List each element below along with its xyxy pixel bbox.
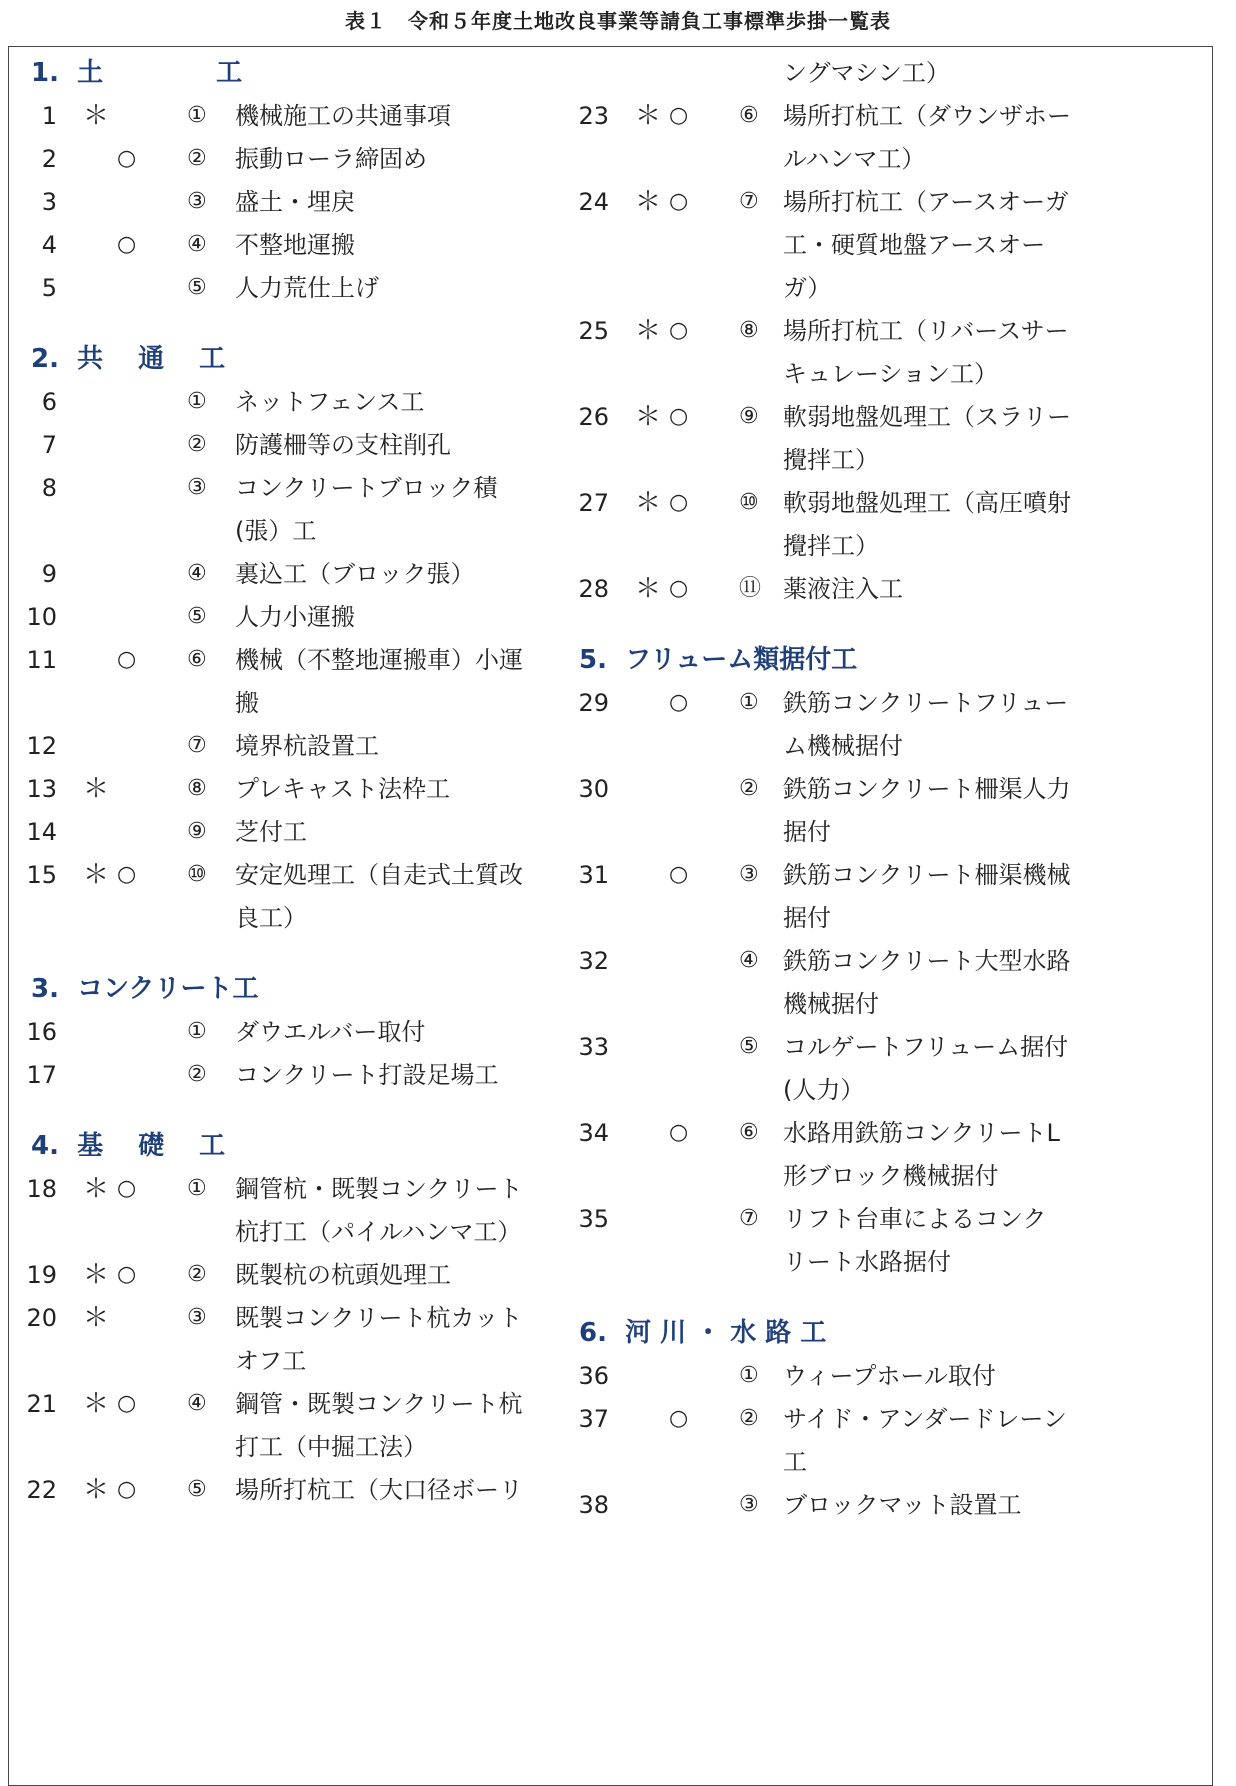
item-name: 薬液注入工: [783, 575, 903, 603]
item-number: 7: [41, 431, 57, 459]
section-heading: 6. 河 川 ・ 水 路 工: [579, 1318, 827, 1348]
item-name: 盛土・埋戻: [235, 188, 355, 216]
circle-mark: ○: [117, 1477, 137, 1502]
item-name: 搬: [235, 689, 259, 717]
item-name: 鋼管・既製コンクリート杭: [235, 1390, 523, 1418]
asterisk-mark: ＊: [635, 316, 662, 346]
sub-number: ⑥: [739, 103, 759, 128]
asterisk-mark: ＊: [83, 860, 110, 890]
item-name: 鉄筋コンクリート柵渠人力: [783, 775, 1071, 803]
item-number: 25: [578, 317, 609, 345]
item-name: 防護柵等の支柱削孔: [235, 431, 451, 459]
sub-number: ①: [187, 1019, 207, 1044]
item-name: ブロックマット設置工: [783, 1491, 1022, 1519]
item-number: 21: [26, 1390, 57, 1418]
asterisk-mark: ＊: [635, 402, 662, 432]
item-name: コンクリートブロック積: [235, 474, 498, 502]
item-name: 機械据付: [783, 990, 879, 1018]
item-name: 不整地運搬: [235, 231, 355, 259]
item-number: 30: [578, 775, 609, 803]
item-number: 26: [578, 403, 609, 431]
item-number: 8: [41, 474, 57, 502]
item-name: 攪拌工）: [783, 532, 879, 560]
sub-number: ②: [187, 432, 207, 457]
section-heading: 4. 基 礎 工: [31, 1131, 226, 1161]
section-heading: 2. 共 通 工: [31, 344, 226, 374]
circle-mark: ○: [669, 862, 689, 887]
item-name: 場所打杭工（リバースサー: [783, 317, 1069, 345]
circle-mark: ○: [117, 1391, 137, 1416]
asterisk-mark: ＊: [635, 187, 662, 217]
item-name: 場所打杭工（ダウンザホー: [783, 102, 1071, 130]
item-name: ルハンマ工）: [783, 145, 926, 173]
asterisk-mark: ＊: [83, 1475, 110, 1505]
sub-number: ④: [187, 561, 207, 586]
item-name: キュレーション工）: [783, 360, 999, 388]
item-name: 場所打杭工（アースオーガ: [783, 188, 1069, 216]
item-name: 安定処理工（自走式土質改: [235, 861, 523, 889]
sub-number: ⑤: [739, 1034, 759, 1059]
sub-number: ④: [187, 1391, 207, 1416]
sub-number: ⑧: [187, 776, 207, 801]
item-number: 22: [26, 1476, 57, 1504]
sub-number: ②: [739, 1406, 759, 1431]
sub-number: ③: [187, 1305, 207, 1330]
item-number: 12: [26, 732, 57, 760]
asterisk-mark: ＊: [83, 101, 110, 131]
circle-mark: ○: [117, 146, 137, 171]
asterisk-mark: ＊: [83, 1389, 110, 1419]
item-name: 軟弱地盤処理工（スラリー: [783, 403, 1071, 431]
item-name: プレキャスト法枠工: [235, 775, 451, 803]
item-name: 打工（中掘工法）: [235, 1433, 427, 1461]
section-heading: 1. 土 工: [31, 58, 243, 88]
item-number: 19: [26, 1261, 57, 1289]
sub-number: ⑩: [739, 490, 759, 515]
sub-number: ①: [187, 1176, 207, 1201]
circle-mark: ○: [117, 1176, 137, 1201]
asterisk-mark: ＊: [635, 488, 662, 518]
sub-number: ④: [739, 948, 759, 973]
item-name: 鉄筋コンクリート大型水路: [783, 947, 1071, 975]
sub-number: ⑦: [739, 189, 759, 214]
sub-number: ①: [739, 1363, 759, 1388]
table-title: 表１ 令和５年度土地改良事業等請負工事標準歩掛一覧表: [345, 9, 891, 33]
item-name: 人力荒仕上げ: [235, 274, 379, 302]
item-name: 水路用鉄筋コンクリートL: [783, 1119, 1060, 1147]
item-number: 2: [41, 145, 57, 173]
item-name: コンクリート打設足場工: [235, 1061, 499, 1089]
asterisk-mark: ＊: [83, 1174, 110, 1204]
item-name: ダウエルバー取付: [235, 1018, 426, 1046]
item-name: 機械（不整地運搬車）小運: [235, 646, 523, 674]
item-name: 裏込工（ブロック張）: [235, 560, 475, 588]
item-name: (人力）: [783, 1076, 865, 1104]
sub-number: ④: [187, 232, 207, 257]
asterisk-mark: ＊: [83, 774, 110, 804]
item-name: オフ工: [235, 1347, 307, 1375]
item-number: 24: [578, 188, 609, 216]
asterisk-mark: ＊: [83, 1303, 110, 1333]
asterisk-mark: ＊: [635, 574, 662, 604]
item-number: 35: [578, 1205, 609, 1233]
item-name: リフト台車によるコンク: [783, 1205, 1047, 1233]
section-heading: 3. コンクリート工: [31, 974, 259, 1004]
circle-mark: ○: [669, 1406, 689, 1431]
sub-number: ⑨: [739, 404, 759, 429]
sub-number: ⑧: [739, 318, 759, 343]
item-number: 11: [26, 646, 57, 674]
item-number: 10: [26, 603, 57, 631]
item-name: 既製杭の杭頭処理工: [235, 1261, 451, 1289]
item-name: 振動ローラ締固め: [235, 145, 427, 173]
item-name: ム機械据付: [783, 732, 903, 760]
circle-mark: ○: [669, 576, 689, 601]
item-name: 攪拌工）: [783, 446, 879, 474]
circle-mark: ○: [669, 103, 689, 128]
circle-mark: ○: [117, 232, 137, 257]
sub-number: ③: [739, 862, 759, 887]
item-number: 29: [578, 689, 609, 717]
sub-number: ③: [187, 189, 207, 214]
item-name: 据付: [783, 818, 831, 846]
sub-number: ⑪: [739, 576, 762, 601]
item-name: 据付: [783, 904, 831, 932]
asterisk-mark: ＊: [635, 101, 662, 131]
section-heading: 5. フリューム類据付工: [579, 645, 858, 675]
sub-number: ⑩: [187, 862, 207, 887]
item-number: 3: [41, 188, 57, 216]
sub-number: ⑦: [739, 1206, 759, 1231]
item-number: 15: [26, 861, 57, 889]
item-number: 17: [26, 1061, 57, 1089]
item-number: 6: [41, 388, 57, 416]
item-name: 形ブロック機械据付: [783, 1162, 999, 1190]
table-frame: [8, 46, 1213, 1786]
sub-number: ①: [187, 103, 207, 128]
sub-number: ③: [187, 475, 207, 500]
item-number: 28: [578, 575, 609, 603]
item-number: 1: [41, 102, 57, 130]
item-name: 機械施工の共通事項: [235, 102, 451, 130]
item-number: 33: [578, 1033, 609, 1061]
item-name: 鉄筋コンクリートフリュー: [783, 689, 1069, 717]
item-name: 芝付工: [235, 818, 307, 846]
item-name: 工: [783, 1448, 807, 1476]
sub-number: ②: [187, 1062, 207, 1087]
item-name: 軟弱地盤処理工（高圧噴射: [783, 489, 1071, 517]
item-number: 23: [578, 102, 609, 130]
item-name: ネットフェンス工: [235, 388, 425, 416]
item-name: ガ）: [783, 274, 832, 302]
circle-mark: ○: [669, 189, 689, 214]
item-number: 31: [578, 861, 609, 889]
sub-number: ②: [187, 146, 207, 171]
item-number: 27: [578, 489, 609, 517]
circle-mark: ○: [669, 318, 689, 343]
circle-mark: ○: [117, 862, 137, 887]
circle-mark: ○: [669, 1120, 689, 1145]
asterisk-mark: ＊: [83, 1260, 110, 1290]
item-name: コルゲートフリューム据付: [783, 1033, 1069, 1061]
item-name: 杭打工（パイルハンマ工）: [235, 1218, 522, 1246]
item-name: 良工）: [235, 904, 307, 932]
item-name: 場所打杭工（大口径ボーリ: [235, 1476, 523, 1504]
item-number: 5: [41, 274, 57, 302]
item-name: 鋼管杭・既製コンクリート: [235, 1175, 523, 1203]
item-name: (張）工: [235, 517, 317, 545]
circle-mark: ○: [669, 404, 689, 429]
item-name: リート水路据付: [783, 1248, 951, 1276]
item-number: 20: [26, 1304, 57, 1332]
item-name: 人力小運搬: [235, 603, 355, 631]
item-name: サイド・アンダードレーン: [783, 1405, 1067, 1433]
sub-number: ②: [739, 776, 759, 801]
item-name: ウィープホール取付: [783, 1362, 996, 1390]
item-name: 既製コンクリート杭カット: [235, 1304, 523, 1332]
item-number: 37: [578, 1405, 609, 1433]
item-number: 36: [578, 1362, 609, 1390]
sub-number: ②: [187, 1262, 207, 1287]
sub-number: ⑦: [187, 733, 207, 758]
item-number: 18: [26, 1175, 57, 1203]
item-number: 16: [26, 1018, 57, 1046]
item-name: 工・硬質地盤アースオー: [783, 231, 1046, 259]
sub-number: ⑤: [187, 1477, 207, 1502]
sub-number: ⑤: [187, 275, 207, 300]
sub-number: ③: [739, 1492, 759, 1517]
item-name: 鉄筋コンクリート柵渠機械: [783, 861, 1071, 889]
sub-number: ⑤: [187, 604, 207, 629]
circle-mark: ○: [117, 1262, 137, 1287]
circle-mark: ○: [669, 490, 689, 515]
item-number: 38: [578, 1491, 609, 1519]
circle-mark: ○: [117, 647, 137, 672]
item-number: 14: [26, 818, 57, 846]
item-number: 32: [578, 947, 609, 975]
sub-number: ⑥: [739, 1120, 759, 1145]
sub-number: ⑨: [187, 819, 207, 844]
item-number: 13: [26, 775, 57, 803]
sub-number: ⑥: [187, 647, 207, 672]
continued-item-text: ングマシン工）: [783, 59, 950, 87]
sub-number: ①: [187, 389, 207, 414]
item-name: 境界杭設置工: [235, 732, 379, 760]
item-number: 4: [41, 231, 57, 259]
item-number: 9: [41, 560, 57, 588]
item-number: 34: [578, 1119, 609, 1147]
sub-number: ①: [739, 690, 759, 715]
circle-mark: ○: [669, 690, 689, 715]
